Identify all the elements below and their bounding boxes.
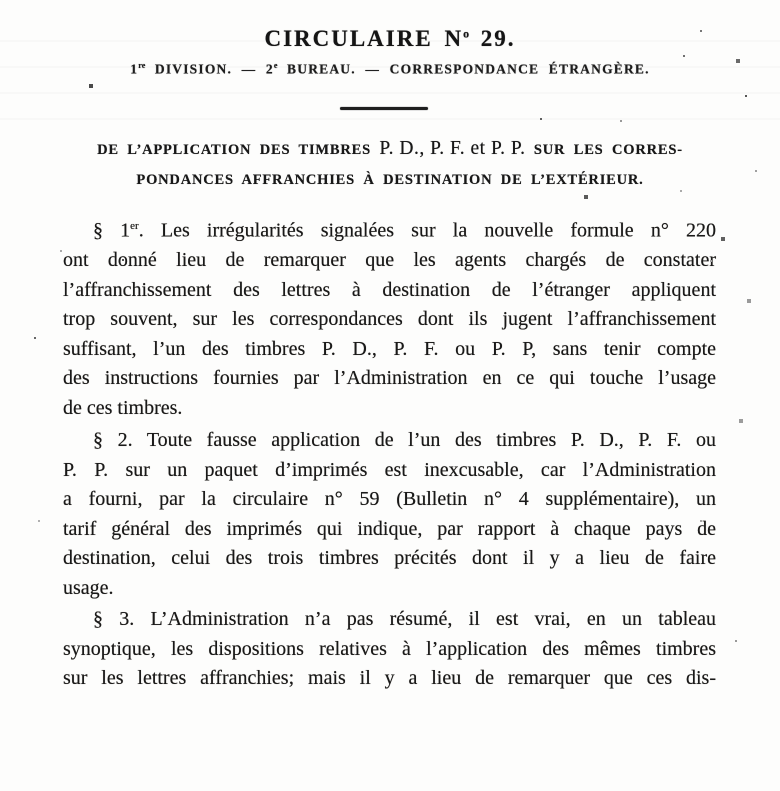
- text-line: usage.: [63, 576, 114, 599]
- document-heading: [30, 134, 750, 195]
- scan-artifact-band: [0, 118, 780, 120]
- text-line: § 3. L’Administration n’a pas résumé, il est vrai, en un tableau: [93, 608, 716, 630]
- text-line: sur les lettres affranchies; mais il y a lieu de remarquer que ces dis-: [63, 667, 716, 689]
- title-ordinal: o: [463, 26, 470, 41]
- paragraph-1: [63, 212, 716, 423]
- subtitle-ordinal: e: [273, 61, 278, 70]
- heading-text: PONDANCES AFFRANCHIES À DESTINATION DE L’EXTÉRIEUR.: [136, 172, 644, 188]
- subtitle-text: BUREAU. — CORRESPONDANCE ÉTRANGÈRE.: [277, 61, 650, 77]
- text-line: a fourni, par la circulaire n° 59 (Bulletin n° 4 supplémentaire), un: [63, 488, 716, 510]
- heading-line-2: [30, 165, 750, 195]
- document-title: [0, 26, 780, 52]
- subtitle-text: 1: [130, 61, 139, 77]
- text-line: l’affranchissement des lettres à destination de l’étranger appliquent: [63, 278, 716, 301]
- subtitle-ordinal: re: [138, 61, 146, 70]
- heading-text: SUR LES CORRES-: [525, 142, 683, 158]
- title-number: 29.: [469, 26, 516, 51]
- text-line: § 2. Toute fausse application de l’un des timbres P. D., P. F. ou: [93, 429, 716, 451]
- section-divider-rule: [340, 107, 428, 110]
- heading-text: DE L’APPLICATION DES TIMBRES: [97, 142, 380, 158]
- text-line: § 1er. Les irrégularités signalées sur la nouvelle formule n° 220: [93, 219, 717, 242]
- title-text: CIRCULAIRE N: [264, 26, 464, 51]
- text-line: de ces timbres.: [63, 396, 183, 419]
- text-line: des instructions fournies par l’Administration en ce qui touche l’usage: [63, 367, 716, 390]
- text-line: trop souvent, sur les correspondances dont ils jugent l’affranchissement: [63, 308, 716, 331]
- heading-line-1: [30, 134, 750, 165]
- text-line: suffisant, l’un des timbres P. D., P. F. ou P. P, sans tenir compte: [63, 337, 716, 360]
- text-line: synoptique, les dispositions relatives à l’application des mêmes timbres: [63, 637, 716, 660]
- text-line: ont donné lieu de remarquer que les agents chargés de constater: [63, 249, 716, 272]
- text-line: destination, celui des trois timbres précités dont il y a lieu de faire: [63, 547, 716, 569]
- document-subtitle: [0, 61, 780, 78]
- text-line: tarif général des imprimés qui indique, par rapport à chaque pays de: [63, 517, 716, 540]
- paragraph-2: [63, 426, 716, 603]
- scan-artifact-band: [0, 92, 780, 94]
- scan-noise-specks: [0, 0, 2, 2]
- heading-stamps-text: P. D., P. F. et P. P.: [379, 138, 526, 159]
- text-line: P. P. sur un paquet d’imprimés est inexcusable, car l’Administration: [63, 458, 716, 481]
- subtitle-text: DIVISION. — 2: [145, 61, 274, 77]
- paragraph-3: [63, 605, 716, 694]
